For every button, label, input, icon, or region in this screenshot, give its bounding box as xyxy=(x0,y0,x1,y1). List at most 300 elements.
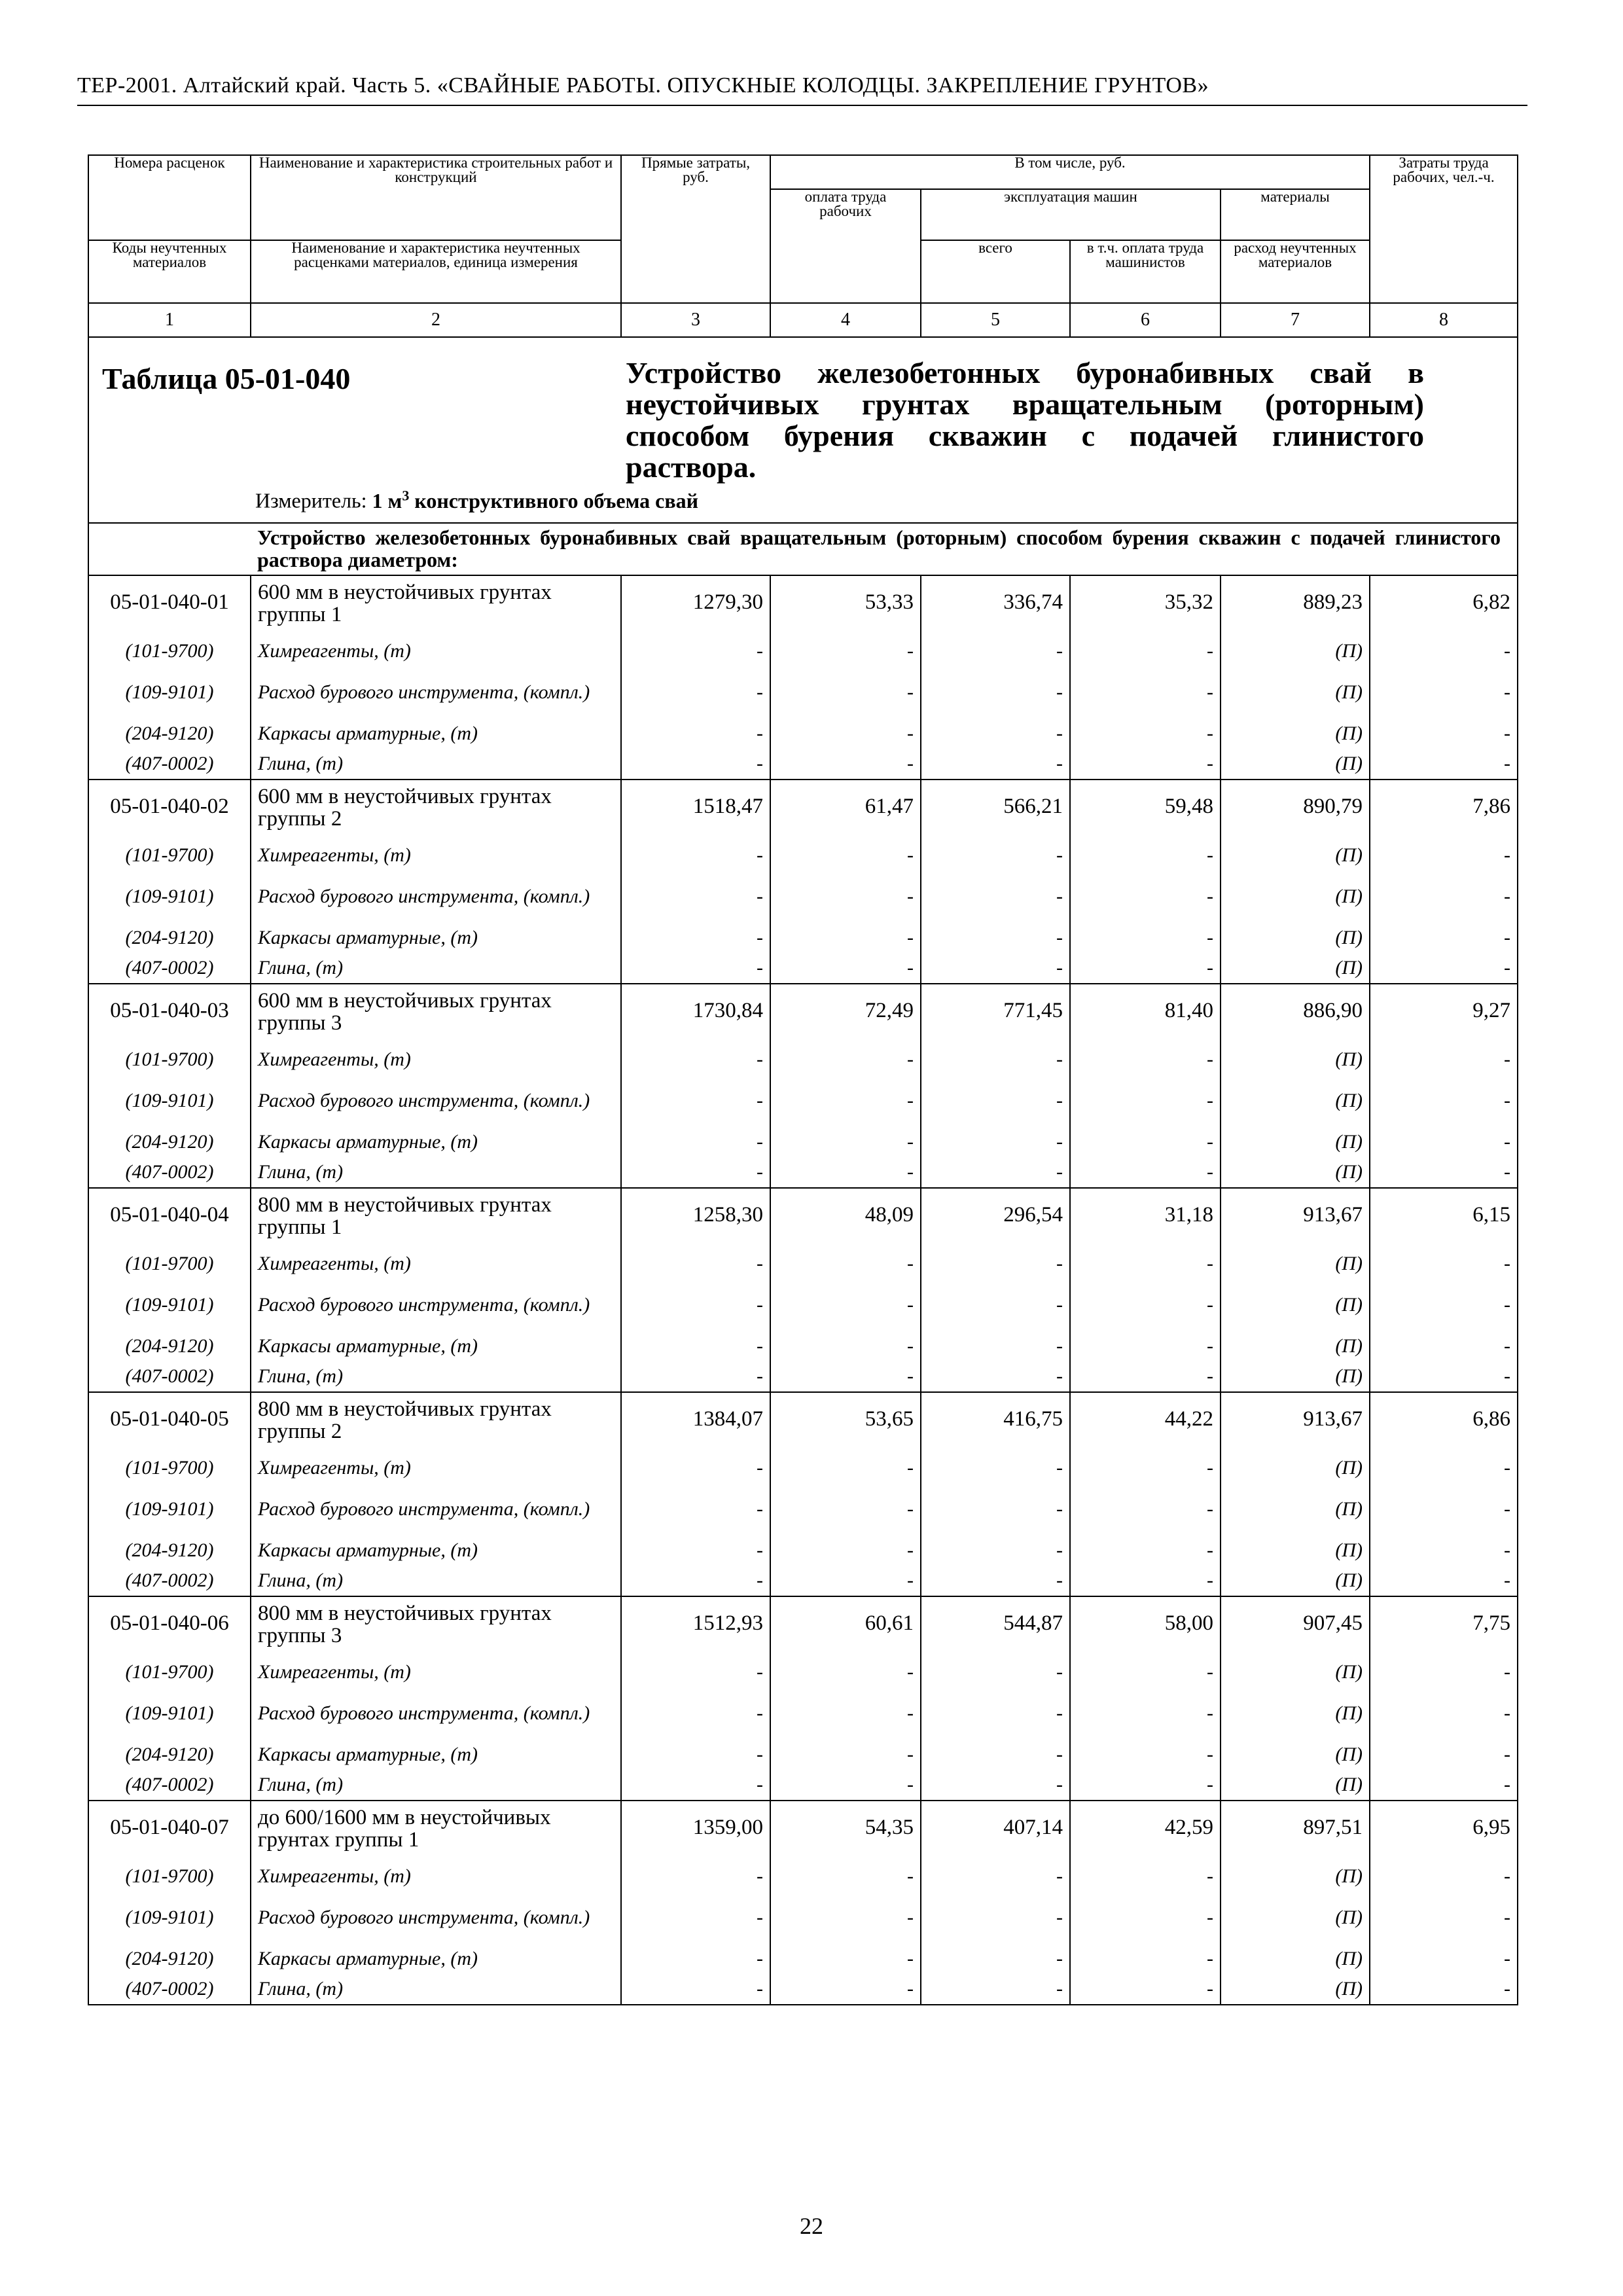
material-dash: - xyxy=(1370,1687,1518,1740)
value-mach: 416,75 xyxy=(921,1392,1070,1453)
material-dash: - xyxy=(770,1453,921,1483)
rate-code: 05-01-040-06 xyxy=(88,1596,251,1657)
measure-label: Измеритель: xyxy=(255,488,367,512)
material-name: Расход бурового инструмента, (компл.) xyxy=(251,1483,621,1535)
group-title: Устройство железобетонных буронабивных свай вращательным (роторным) способом бурения скважин с подачей глинистого раствора диаметром: xyxy=(257,525,1501,571)
material-code: (101-9700) xyxy=(88,1657,251,1687)
material-code: (101-9700) xyxy=(88,636,251,666)
value-mat: 886,90 xyxy=(1221,984,1370,1045)
material-dash: - xyxy=(621,1687,770,1740)
material-dash: - xyxy=(921,1453,1070,1483)
header-machinists-pay: в т.ч. оплата труда машинистов xyxy=(1070,240,1221,303)
rate-code: 05-01-040-01 xyxy=(88,575,251,636)
material-dash: - xyxy=(921,749,1070,780)
material-name: Химреагенты, (т) xyxy=(251,636,621,666)
material-code: (407-0002) xyxy=(88,1566,251,1596)
material-dash: - xyxy=(1070,1331,1221,1361)
material-code: (109-9101) xyxy=(88,666,251,719)
col-number: 6 xyxy=(1070,303,1221,337)
material-mark: (П) xyxy=(1221,1361,1370,1392)
material-code: (204-9120) xyxy=(88,1331,251,1361)
value-hours: 6,15 xyxy=(1370,1188,1518,1249)
material-name: Глина, (т) xyxy=(251,1974,621,2005)
material-mark: (П) xyxy=(1221,1657,1370,1687)
material-dash: - xyxy=(1070,1740,1221,1770)
material-dash: - xyxy=(921,1657,1070,1687)
header-work-name: Наименование и характеристика строительных работ и конструкций xyxy=(251,155,621,240)
material-dash: - xyxy=(770,1361,921,1392)
material-row xyxy=(88,1249,1518,1279)
rates-table xyxy=(88,154,1518,2005)
material-code: (109-9101) xyxy=(88,1279,251,1331)
col-number: 2 xyxy=(251,303,621,337)
material-dash: - xyxy=(621,1157,770,1188)
material-dash: - xyxy=(1070,1361,1221,1392)
material-dash: - xyxy=(770,1861,921,1892)
measure-unit xyxy=(89,483,1517,522)
material-row xyxy=(88,1279,1518,1331)
measure-value: 1 м xyxy=(372,488,402,512)
material-dash: - xyxy=(1070,1279,1221,1331)
material-dash: - xyxy=(921,1770,1070,1801)
value-hours: 6,86 xyxy=(1370,1392,1518,1453)
value-hours: 6,82 xyxy=(1370,575,1518,636)
material-row xyxy=(88,1687,1518,1740)
material-dash: - xyxy=(1070,840,1221,870)
material-dash: - xyxy=(621,1127,770,1157)
material-name: Глина, (т) xyxy=(251,1566,621,1596)
material-dash: - xyxy=(1070,1687,1221,1740)
material-dash: - xyxy=(1070,666,1221,719)
material-dash: - xyxy=(1070,1127,1221,1157)
material-dash: - xyxy=(921,1075,1070,1127)
material-code: (109-9101) xyxy=(88,870,251,923)
material-dash: - xyxy=(621,1331,770,1361)
material-name: Расход бурового инструмента, (компл.) xyxy=(251,870,621,923)
material-dash: - xyxy=(1370,1331,1518,1361)
material-dash: - xyxy=(770,1075,921,1127)
material-dash: - xyxy=(621,1861,770,1892)
material-dash: - xyxy=(1370,870,1518,923)
material-mark: (П) xyxy=(1221,1453,1370,1483)
value-hours: 7,86 xyxy=(1370,780,1518,840)
material-row xyxy=(88,636,1518,666)
work-name: 600 мм в неустойчивых грунтах группы 1 xyxy=(251,575,621,636)
header-material-codes: Коды неучтенных материалов xyxy=(88,240,251,303)
material-dash: - xyxy=(770,719,921,749)
material-dash: - xyxy=(1070,1657,1221,1687)
material-dash: - xyxy=(1370,1157,1518,1188)
material-dash: - xyxy=(621,1483,770,1535)
material-name: Каркасы арматурные, (т) xyxy=(251,1127,621,1157)
material-row xyxy=(88,1453,1518,1483)
material-row xyxy=(88,719,1518,749)
material-row xyxy=(88,1483,1518,1535)
material-code: (109-9101) xyxy=(88,1687,251,1740)
material-name: Химреагенты, (т) xyxy=(251,1861,621,1892)
value-mat: 913,67 xyxy=(1221,1188,1370,1249)
material-row xyxy=(88,870,1518,923)
header-machines: эксплуатация машин xyxy=(921,189,1221,240)
material-dash: - xyxy=(1070,953,1221,984)
material-dash: - xyxy=(621,1657,770,1687)
material-dash: - xyxy=(921,1535,1070,1566)
material-dash: - xyxy=(921,923,1070,953)
material-dash: - xyxy=(1070,1944,1221,1974)
value-labor: 53,33 xyxy=(770,575,921,636)
material-dash: - xyxy=(770,1974,921,2005)
material-row xyxy=(88,1770,1518,1801)
header-material-names: Наименование и характеристика неучтенных расценками материалов, единица измерения xyxy=(251,240,621,303)
material-dash: - xyxy=(1370,1657,1518,1687)
header-labor-pay: оплата труда рабочих xyxy=(770,189,921,303)
material-dash: - xyxy=(1370,1483,1518,1535)
material-dash: - xyxy=(621,1740,770,1770)
col-number: 4 xyxy=(770,303,921,337)
material-dash: - xyxy=(1370,1740,1518,1770)
material-dash: - xyxy=(621,953,770,984)
material-dash: - xyxy=(621,1361,770,1392)
material-name: Химреагенты, (т) xyxy=(251,840,621,870)
material-dash: - xyxy=(921,1861,1070,1892)
value-mat: 889,23 xyxy=(1221,575,1370,636)
table-row xyxy=(88,1392,1518,1453)
material-name: Расход бурового инструмента, (компл.) xyxy=(251,1279,621,1331)
material-row xyxy=(88,1657,1518,1687)
material-mark: (П) xyxy=(1221,1892,1370,1944)
value-labor: 60,61 xyxy=(770,1596,921,1657)
value-mach: 544,87 xyxy=(921,1596,1070,1657)
material-dash: - xyxy=(1370,1566,1518,1596)
material-row xyxy=(88,1944,1518,1974)
material-code: (101-9700) xyxy=(88,1249,251,1279)
material-dash: - xyxy=(921,840,1070,870)
material-dash: - xyxy=(1370,1770,1518,1801)
material-dash: - xyxy=(921,1361,1070,1392)
value-mach: 771,45 xyxy=(921,984,1070,1045)
measure-sup: 3 xyxy=(402,487,410,503)
material-code: (407-0002) xyxy=(88,749,251,780)
value-labor: 61,47 xyxy=(770,780,921,840)
material-dash: - xyxy=(621,1944,770,1974)
material-dash: - xyxy=(770,1249,921,1279)
table-code: Таблица 05-01-040 xyxy=(102,362,351,395)
material-mark: (П) xyxy=(1221,636,1370,666)
material-dash: - xyxy=(770,1127,921,1157)
material-dash: - xyxy=(621,870,770,923)
material-dash: - xyxy=(770,923,921,953)
material-mark: (П) xyxy=(1221,1740,1370,1770)
material-name: Глина, (т) xyxy=(251,1770,621,1801)
material-dash: - xyxy=(1070,1861,1221,1892)
material-code: (204-9120) xyxy=(88,1535,251,1566)
value-mat: 907,45 xyxy=(1221,1596,1370,1657)
material-dash: - xyxy=(770,1566,921,1596)
material-name: Химреагенты, (т) xyxy=(251,1249,621,1279)
material-mark: (П) xyxy=(1221,1483,1370,1535)
material-dash: - xyxy=(1070,1045,1221,1075)
value-direct: 1279,30 xyxy=(621,575,770,636)
material-code: (204-9120) xyxy=(88,923,251,953)
material-dash: - xyxy=(1070,719,1221,749)
material-dash: - xyxy=(1370,840,1518,870)
material-dash: - xyxy=(770,1483,921,1535)
value-mach-labor: 42,59 xyxy=(1070,1801,1221,1861)
material-dash: - xyxy=(770,666,921,719)
material-row xyxy=(88,1740,1518,1770)
header-material-usage: расход неучтенных материалов xyxy=(1221,240,1370,303)
material-code: (101-9700) xyxy=(88,1861,251,1892)
material-code: (407-0002) xyxy=(88,1974,251,2005)
material-mark: (П) xyxy=(1221,1127,1370,1157)
material-mark: (П) xyxy=(1221,953,1370,984)
material-dash: - xyxy=(621,1045,770,1075)
value-mach-labor: 35,32 xyxy=(1070,575,1221,636)
material-dash: - xyxy=(770,1657,921,1687)
value-hours: 9,27 xyxy=(1370,984,1518,1045)
material-code: (204-9120) xyxy=(88,1127,251,1157)
material-dash: - xyxy=(1370,953,1518,984)
material-mark: (П) xyxy=(1221,1861,1370,1892)
value-direct: 1384,07 xyxy=(621,1392,770,1453)
material-dash: - xyxy=(921,1687,1070,1740)
header-materials: материалы xyxy=(1221,189,1370,240)
material-mark: (П) xyxy=(1221,1535,1370,1566)
rate-code: 05-01-040-07 xyxy=(88,1801,251,1861)
material-dash: - xyxy=(770,1944,921,1974)
material-code: (101-9700) xyxy=(88,840,251,870)
material-dash: - xyxy=(770,1045,921,1075)
table-row xyxy=(88,1596,1518,1657)
page-number: 22 xyxy=(800,2213,823,2239)
material-row xyxy=(88,1861,1518,1892)
table-header xyxy=(88,155,1518,337)
material-dash: - xyxy=(921,1892,1070,1944)
value-hours: 7,75 xyxy=(1370,1596,1518,1657)
material-row xyxy=(88,1892,1518,1944)
material-dash: - xyxy=(921,1483,1070,1535)
material-mark: (П) xyxy=(1221,719,1370,749)
col-number: 1 xyxy=(88,303,251,337)
material-row xyxy=(88,1045,1518,1075)
material-dash: - xyxy=(621,1974,770,2005)
value-mach-labor: 31,18 xyxy=(1070,1188,1221,1249)
material-dash: - xyxy=(921,666,1070,719)
value-hours: 6,95 xyxy=(1370,1801,1518,1861)
value-mach-labor: 58,00 xyxy=(1070,1596,1221,1657)
header-rate-numbers: Номера расценок xyxy=(88,155,251,240)
material-dash: - xyxy=(621,1892,770,1944)
header-machines-total: всего xyxy=(921,240,1070,303)
material-row xyxy=(88,953,1518,984)
material-dash: - xyxy=(921,636,1070,666)
work-name: 800 мм в неустойчивых грунтах группы 2 xyxy=(251,1392,621,1453)
value-mat: 890,79 xyxy=(1221,780,1370,840)
material-dash: - xyxy=(1370,749,1518,780)
material-mark: (П) xyxy=(1221,1566,1370,1596)
material-dash: - xyxy=(621,1075,770,1127)
table-title: Устройство железобетонных буронабивных свай в неустойчивых грунтах вращательным (роторным) способом бурения скважин с подачей глинистого раствора. xyxy=(626,356,1424,484)
material-dash: - xyxy=(921,1944,1070,1974)
material-mark: (П) xyxy=(1221,1279,1370,1331)
material-mark: (П) xyxy=(1221,749,1370,780)
rate-code: 05-01-040-05 xyxy=(88,1392,251,1453)
col-number: 8 xyxy=(1370,303,1518,337)
material-dash: - xyxy=(921,1740,1070,1770)
material-name: Глина, (т) xyxy=(251,749,621,780)
material-name: Каркасы арматурные, (т) xyxy=(251,1944,621,1974)
material-code: (204-9120) xyxy=(88,1944,251,1974)
material-mark: (П) xyxy=(1221,1974,1370,2005)
material-dash: - xyxy=(1370,1974,1518,2005)
material-dash: - xyxy=(770,1892,921,1944)
material-row xyxy=(88,1535,1518,1566)
material-name: Каркасы арматурные, (т) xyxy=(251,923,621,953)
material-dash: - xyxy=(1070,1075,1221,1127)
material-dash: - xyxy=(921,1566,1070,1596)
material-code: (109-9101) xyxy=(88,1483,251,1535)
header-direct-costs: Прямые затраты, руб. xyxy=(621,155,770,303)
value-direct: 1512,93 xyxy=(621,1596,770,1657)
material-name: Химреагенты, (т) xyxy=(251,1453,621,1483)
value-mat: 913,67 xyxy=(1221,1392,1370,1453)
material-dash: - xyxy=(1370,719,1518,749)
material-row xyxy=(88,666,1518,719)
rate-code: 05-01-040-03 xyxy=(88,984,251,1045)
material-dash: - xyxy=(921,953,1070,984)
material-dash: - xyxy=(1070,1157,1221,1188)
material-dash: - xyxy=(1370,1045,1518,1075)
material-name: Каркасы арматурные, (т) xyxy=(251,1740,621,1770)
material-name: Расход бурового инструмента, (компл.) xyxy=(251,1687,621,1740)
material-mark: (П) xyxy=(1221,1045,1370,1075)
table-title-block xyxy=(88,337,1518,575)
value-labor: 48,09 xyxy=(770,1188,921,1249)
material-code: (204-9120) xyxy=(88,719,251,749)
value-mach: 336,74 xyxy=(921,575,1070,636)
material-row xyxy=(88,1974,1518,2005)
material-row xyxy=(88,1331,1518,1361)
work-name: 800 мм в неустойчивых грунтах группы 1 xyxy=(251,1188,621,1249)
material-dash: - xyxy=(1370,1361,1518,1392)
material-mark: (П) xyxy=(1221,1157,1370,1188)
material-dash: - xyxy=(621,1249,770,1279)
material-name: Химреагенты, (т) xyxy=(251,1657,621,1687)
material-dash: - xyxy=(770,1687,921,1740)
material-name: Расход бурового инструмента, (компл.) xyxy=(251,666,621,719)
col-number: 3 xyxy=(621,303,770,337)
material-dash: - xyxy=(770,1279,921,1331)
material-dash: - xyxy=(921,1974,1070,2005)
material-dash: - xyxy=(1370,1075,1518,1127)
measure-rest: конструктивного объема свай xyxy=(409,488,699,512)
value-labor: 72,49 xyxy=(770,984,921,1045)
material-name: Глина, (т) xyxy=(251,953,621,984)
material-dash: - xyxy=(770,749,921,780)
table-row xyxy=(88,984,1518,1045)
rate-code: 05-01-040-02 xyxy=(88,780,251,840)
material-row xyxy=(88,1157,1518,1188)
material-name: Химреагенты, (т) xyxy=(251,1045,621,1075)
material-code: (407-0002) xyxy=(88,1157,251,1188)
material-dash: - xyxy=(1070,636,1221,666)
material-dash: - xyxy=(1370,1944,1518,1974)
table-row xyxy=(88,1188,1518,1249)
value-labor: 53,65 xyxy=(770,1392,921,1453)
col-number: 7 xyxy=(1221,303,1370,337)
material-code: (407-0002) xyxy=(88,1361,251,1392)
material-mark: (П) xyxy=(1221,840,1370,870)
material-row xyxy=(88,840,1518,870)
material-dash: - xyxy=(921,1279,1070,1331)
material-dash: - xyxy=(1070,1249,1221,1279)
material-dash: - xyxy=(1070,1770,1221,1801)
header-rule xyxy=(77,105,1527,106)
material-name: Каркасы арматурные, (т) xyxy=(251,719,621,749)
material-name: Расход бурового инструмента, (компл.) xyxy=(251,1892,621,1944)
value-mach: 566,21 xyxy=(921,780,1070,840)
material-code: (109-9101) xyxy=(88,1075,251,1127)
material-code: (204-9120) xyxy=(88,1740,251,1770)
material-dash: - xyxy=(621,840,770,870)
value-mat: 897,51 xyxy=(1221,1801,1370,1861)
table-row xyxy=(88,1801,1518,1861)
material-code: (407-0002) xyxy=(88,1770,251,1801)
header-including: В том числе, руб. xyxy=(770,155,1370,189)
material-mark: (П) xyxy=(1221,1687,1370,1740)
value-mach: 407,14 xyxy=(921,1801,1070,1861)
material-dash: - xyxy=(1370,1535,1518,1566)
col-number: 5 xyxy=(921,303,1070,337)
material-dash: - xyxy=(621,1770,770,1801)
material-dash: - xyxy=(921,1127,1070,1157)
material-dash: - xyxy=(1070,870,1221,923)
table-row xyxy=(88,575,1518,636)
material-dash: - xyxy=(921,719,1070,749)
value-labor: 54,35 xyxy=(770,1801,921,1861)
material-dash: - xyxy=(921,870,1070,923)
value-mach: 296,54 xyxy=(921,1188,1070,1249)
material-dash: - xyxy=(770,1157,921,1188)
material-code: (109-9101) xyxy=(88,1892,251,1944)
material-dash: - xyxy=(1070,1483,1221,1535)
material-row xyxy=(88,1075,1518,1127)
material-dash: - xyxy=(1070,923,1221,953)
material-name: Каркасы арматурные, (т) xyxy=(251,1535,621,1566)
material-dash: - xyxy=(1370,1249,1518,1279)
material-dash: - xyxy=(621,636,770,666)
running-header: ТЕР-2001. Алтайский край. Часть 5. «СВАЙНЫЕ РАБОТЫ. ОПУСКНЫЕ КОЛОДЦЫ. ЗАКРЕПЛЕНИЕ ГРУНТОВ» xyxy=(77,73,1209,98)
material-row xyxy=(88,1127,1518,1157)
material-row xyxy=(88,749,1518,780)
material-dash: - xyxy=(1370,1892,1518,1944)
value-mach-labor: 59,48 xyxy=(1070,780,1221,840)
material-dash: - xyxy=(1070,1974,1221,2005)
material-dash: - xyxy=(621,719,770,749)
material-dash: - xyxy=(1370,923,1518,953)
material-dash: - xyxy=(770,1331,921,1361)
material-dash: - xyxy=(921,1045,1070,1075)
material-mark: (П) xyxy=(1221,1770,1370,1801)
material-dash: - xyxy=(770,870,921,923)
material-row xyxy=(88,923,1518,953)
material-mark: (П) xyxy=(1221,1249,1370,1279)
material-dash: - xyxy=(1070,749,1221,780)
work-name: до 600/1600 мм в неустойчивых грунтах группы 1 xyxy=(251,1801,621,1861)
material-dash: - xyxy=(770,953,921,984)
material-mark: (П) xyxy=(1221,923,1370,953)
material-dash: - xyxy=(1070,1892,1221,1944)
